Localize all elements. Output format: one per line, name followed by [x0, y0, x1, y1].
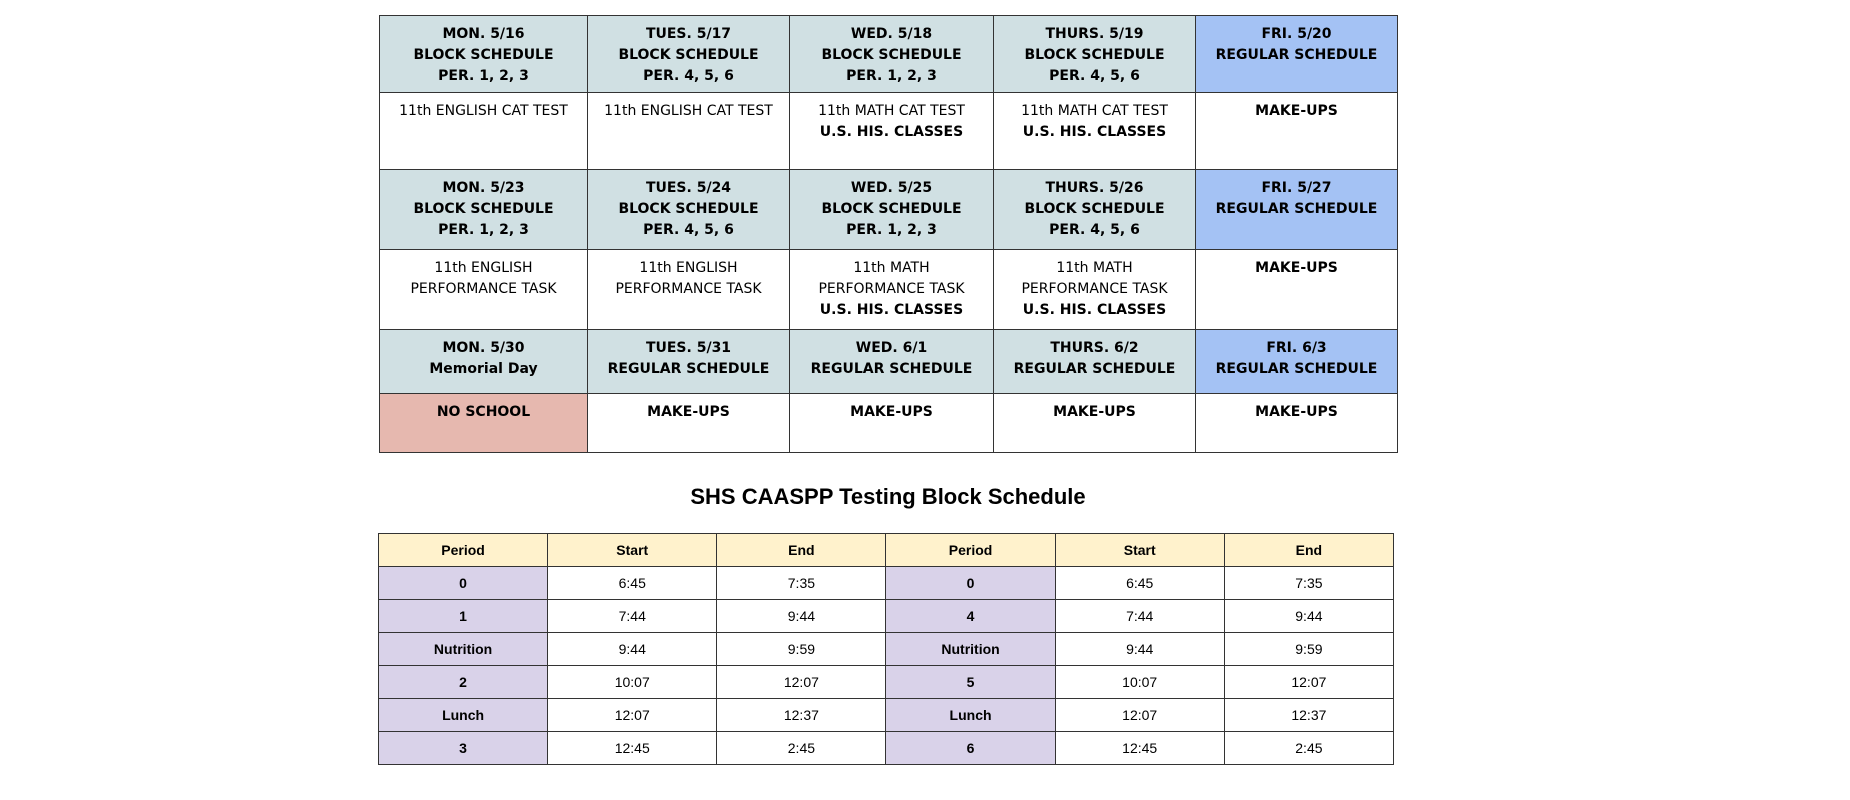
end-cell: 7:35 [1224, 567, 1393, 600]
period-cell: Nutrition [886, 633, 1055, 666]
day-label: TUES. 5/17 [645, 26, 732, 42]
day-label: WED. 5/18 [850, 26, 933, 42]
start-cell: 12:07 [548, 699, 717, 732]
event-label: 11th ENGLISH [639, 260, 738, 276]
end-cell: 12:07 [1224, 666, 1393, 699]
periods-label: PER. 1, 2, 3 [846, 68, 937, 84]
event-label: 11th ENGLISH [434, 260, 533, 276]
calendar-header-cell [588, 330, 790, 394]
period-cell: 3 [379, 732, 548, 765]
column-header: Period [379, 534, 548, 567]
schedule-label: BLOCK SCHEDULE [821, 47, 962, 63]
day-label: TUES. 5/24 [645, 180, 732, 196]
start-cell: 7:44 [1055, 600, 1224, 633]
start-cell: 9:44 [1055, 633, 1224, 666]
period-cell: 0 [379, 567, 548, 600]
end-cell: 9:59 [717, 633, 886, 666]
period-cell: 4 [886, 600, 1055, 633]
schedule-label: BLOCK SCHEDULE [1024, 47, 1165, 63]
calendar-event-cell [588, 250, 790, 330]
calendar-header-cell [790, 170, 994, 250]
schedule-label: BLOCK SCHEDULE [413, 201, 554, 217]
period-cell: 0 [886, 567, 1055, 600]
calendar-event-cell [380, 93, 588, 170]
event-label: PERFORMANCE TASK [818, 281, 965, 297]
event-label: U.S. HIS. CLASSES [1022, 302, 1167, 318]
periods-label: PER. 4, 5, 6 [643, 68, 734, 84]
schedule-label: BLOCK SCHEDULE [821, 201, 962, 217]
schedule-label: REGULAR SCHEDULE [810, 361, 973, 377]
periods-label: PER. 1, 2, 3 [438, 68, 529, 84]
event-label: MAKE-UPS [1255, 103, 1338, 119]
event-label: PERFORMANCE TASK [410, 281, 557, 297]
calendar-header-cell [994, 330, 1196, 394]
start-cell: 6:45 [1055, 567, 1224, 600]
schedule-label: REGULAR SCHEDULE [1215, 201, 1378, 217]
event-label: NO SCHOOL [436, 404, 531, 420]
schedule-label: BLOCK SCHEDULE [413, 47, 554, 63]
event-label: 11th MATH [1056, 260, 1133, 276]
calendar-header-cell [994, 16, 1196, 93]
day-label: WED. 5/25 [850, 180, 933, 196]
calendar-event-cell [588, 93, 790, 170]
period-cell: 1 [379, 600, 548, 633]
start-cell: 9:44 [548, 633, 717, 666]
calendar-event-cell [1196, 93, 1398, 170]
period-cell: 5 [886, 666, 1055, 699]
start-cell: 10:07 [1055, 666, 1224, 699]
event-label: 11th MATH CAT TEST [818, 103, 965, 119]
periods-label: PER. 4, 5, 6 [643, 222, 734, 238]
end-cell: 9:44 [1224, 600, 1393, 633]
event-label: U.S. HIS. CLASSES [819, 124, 964, 140]
start-cell: 12:45 [1055, 732, 1224, 765]
column-header: Start [1055, 534, 1224, 567]
end-cell: 9:59 [1224, 633, 1393, 666]
calendar-header-cell [380, 330, 588, 394]
calendar-event-cell [588, 394, 790, 453]
period-cell: Lunch [379, 699, 548, 732]
day-label: THURS. 6/2 [1050, 340, 1139, 356]
end-cell: 9:44 [717, 600, 886, 633]
end-cell: 12:37 [1224, 699, 1393, 732]
start-cell: 6:45 [548, 567, 717, 600]
event-label: 11th MATH [853, 260, 930, 276]
calendar-event-cell [790, 93, 994, 170]
schedule-label: BLOCK SCHEDULE [618, 47, 759, 63]
schedule-label: REGULAR SCHEDULE [607, 361, 770, 377]
event-label: PERFORMANCE TASK [1021, 281, 1168, 297]
end-cell: 12:37 [717, 699, 886, 732]
table-row [379, 600, 1394, 633]
calendar-event-cell [1196, 250, 1398, 330]
calendar-week3-header-row [380, 330, 1398, 394]
event-label: MAKE-UPS [1053, 404, 1136, 420]
page-title: SHS CAASPP Testing Block Schedule [690, 484, 1086, 509]
end-cell: 2:45 [717, 732, 886, 765]
periods-label: PER. 4, 5, 6 [1049, 222, 1140, 238]
end-cell: 12:07 [717, 666, 886, 699]
event-label: 11th ENGLISH CAT TEST [604, 103, 773, 119]
calendar-event-cell [1196, 394, 1398, 453]
no-school-cell [380, 394, 588, 453]
day-label: MON. 5/30 [442, 340, 525, 356]
calendar-header-cell [588, 16, 790, 93]
day-label: FRI. 5/27 [1261, 180, 1332, 196]
calendar-header-cell [380, 16, 588, 93]
schedule-label: BLOCK SCHEDULE [1024, 201, 1165, 217]
schedule-label: REGULAR SCHEDULE [1215, 361, 1378, 377]
calendar-header-cell [790, 16, 994, 93]
calendar-week2-events-row [380, 250, 1398, 330]
column-header: End [1224, 534, 1393, 567]
start-cell: 7:44 [548, 600, 717, 633]
end-cell: 7:35 [717, 567, 886, 600]
table-row [379, 699, 1394, 732]
calendar-event-cell [994, 394, 1196, 453]
event-label: PERFORMANCE TASK [615, 281, 762, 297]
start-cell: 10:07 [548, 666, 717, 699]
day-label: WED. 6/1 [855, 340, 928, 356]
schedule-label: REGULAR SCHEDULE [1013, 361, 1176, 377]
calendar-week1-events-row [380, 93, 1398, 170]
calendar-event-cell [790, 250, 994, 330]
event-label: 11th ENGLISH CAT TEST [399, 103, 568, 119]
calendar-week3-events-row [380, 394, 1398, 453]
day-label: FRI. 5/20 [1261, 26, 1332, 42]
table-row [379, 567, 1394, 600]
event-label: U.S. HIS. CLASSES [819, 302, 964, 318]
calendar-week1-header-row [380, 16, 1398, 93]
event-label: MAKE-UPS [1255, 260, 1338, 276]
event-label: MAKE-UPS [1255, 404, 1338, 420]
schedule-label: Memorial Day [429, 361, 538, 377]
bell-header-row [379, 534, 1394, 567]
event-label: MAKE-UPS [647, 404, 730, 420]
calendar-event-cell [380, 250, 588, 330]
day-label: THURS. 5/19 [1045, 26, 1144, 42]
periods-label: PER. 4, 5, 6 [1049, 68, 1140, 84]
period-cell: Lunch [886, 699, 1055, 732]
day-label: MON. 5/16 [442, 26, 525, 42]
bell-schedule-table [378, 533, 1394, 765]
calendar-header-cell [380, 170, 588, 250]
calendar-header-cell [790, 330, 994, 394]
periods-label: PER. 1, 2, 3 [438, 222, 529, 238]
day-label: FRI. 6/3 [1266, 340, 1327, 356]
testing-calendar [379, 15, 1398, 453]
calendar-header-cell [994, 170, 1196, 250]
end-cell: 2:45 [1224, 732, 1393, 765]
start-cell: 12:45 [548, 732, 717, 765]
period-cell: 6 [886, 732, 1055, 765]
calendar-header-cell [588, 170, 790, 250]
schedule-label: BLOCK SCHEDULE [618, 201, 759, 217]
periods-label: PER. 1, 2, 3 [846, 222, 937, 238]
day-label: THURS. 5/26 [1045, 180, 1144, 196]
day-label: TUES. 5/31 [645, 340, 732, 356]
event-label: 11th MATH CAT TEST [1021, 103, 1168, 119]
table-row [379, 633, 1394, 666]
schedule-label: REGULAR SCHEDULE [1215, 47, 1378, 63]
table-row [379, 732, 1394, 765]
calendar-event-cell [790, 394, 994, 453]
calendar-event-cell [994, 93, 1196, 170]
period-cell: 2 [379, 666, 548, 699]
day-label: MON. 5/23 [442, 180, 525, 196]
calendar-header-cell-friday [1196, 170, 1398, 250]
period-cell: Nutrition [379, 633, 548, 666]
column-header: Start [548, 534, 717, 567]
event-label: MAKE-UPS [850, 404, 933, 420]
calendar-header-cell-friday [1196, 16, 1398, 93]
column-header: End [717, 534, 886, 567]
calendar-event-cell [994, 250, 1196, 330]
start-cell: 12:07 [1055, 699, 1224, 732]
column-header: Period [886, 534, 1055, 567]
calendar-week2-header-row [380, 170, 1398, 250]
table-row [379, 666, 1394, 699]
event-label: U.S. HIS. CLASSES [1022, 124, 1167, 140]
calendar-header-cell-friday [1196, 330, 1398, 394]
